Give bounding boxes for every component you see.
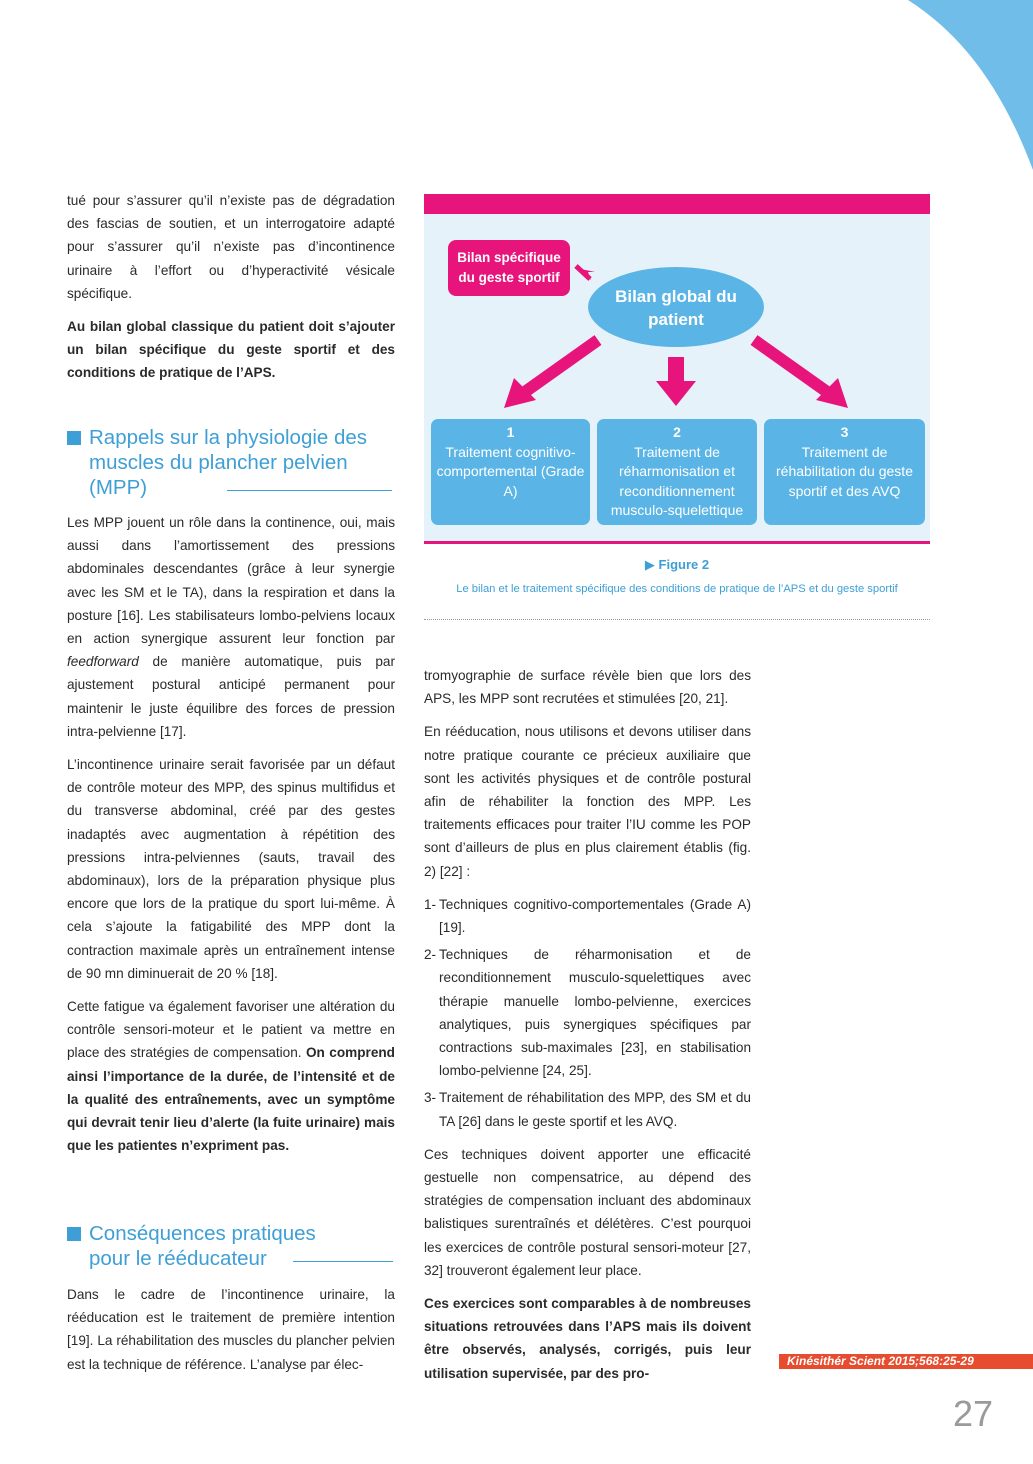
- left-column-top: [67, 189, 395, 395]
- section-heading-consequences-line1: Conséquences pratiques: [89, 1222, 316, 1245]
- list-item: [424, 1086, 751, 1132]
- right-column: [424, 664, 751, 1395]
- paragraph-mpp-role: [67, 511, 395, 743]
- treatment-box-2-number: 2: [673, 424, 681, 440]
- paragraph-incontinence: L’incontinence urinaire serait favorisée par un défaut de contrôle moteur des MPP, des spinus multifidus et du transverse abdominal, créé par des gestes inadaptés avec augmentation à répétition des pressions intra-pelviennes (sauts, travail des abdominaux), lors de la préparation physique plus encore que lors de la pratique du sport lui-même. À cela s’ajoute la fatigabilité des MPP dont la contraction maximale après un entraînement intense de 90 mn diminuerait de 20 % [18].: [67, 757, 395, 981]
- left-column-body: [67, 511, 395, 1167]
- arrow-center-head: [656, 381, 696, 406]
- treatment-box-2: [597, 419, 757, 525]
- paragraph-rehab: En rééducation, nous utilisons et devons utiliser dans notre pratique courante ce précieux auxiliaire que sont les activités physiques et de contrôle postural afin de réhabiliter la fonction des MPP. Les traitements efficaces pour traiter l’IU comme les POP sont d’ailleurs de plus en plus clairement établis (fig. 2) [22] :: [424, 724, 751, 879]
- list-item: [424, 893, 751, 939]
- global-assessment-label: Bilan global du patient: [615, 287, 737, 329]
- arrow-center-shaft: [668, 357, 684, 383]
- paragraph-reeducation: Dans le cadre de l’incontinence urinaire, la rééducation est le traitement de première intention [19]. La réhabilitation des muscles du plancher pelvien est la technique de référence. L’analyse par élec-: [67, 1287, 395, 1372]
- treatment-box-3-number: 3: [840, 424, 849, 440]
- left-column-bottom: [67, 1283, 395, 1386]
- section-heading-consequences-line2: pour le rééducateur: [89, 1247, 267, 1270]
- treatment-box-1: [431, 419, 590, 525]
- figure-caption-title: ▶ Figure 2: [644, 557, 710, 572]
- p1-text-a: Les MPP jouent un rôle dans la continence, oui, mais aussi dans l’amortissement des pressions abdominales descendantes (grâce à leur synergie avec les SM et le TA), dans la respiration et dans la posture [16]. Les stabilisateurs lombo-pelviens locaux en action synergique assurent leur fonction par: [67, 515, 395, 647]
- arrow-left-shaft: [522, 340, 598, 394]
- figure-bottom-bar: [424, 541, 930, 544]
- list-text: Techniques cognitivo-comportementales (Grade A) [19].: [439, 896, 751, 936]
- intro-bold-paragraph: Au bilan global classique du patient doit s’ajouter un bilan spécifique du geste sportif et des conditions de pratique de l’APS.: [67, 319, 395, 381]
- page-number: 27: [952, 1393, 993, 1434]
- p1-italic: feedforward: [67, 654, 139, 670]
- p3-text: Cette fatigue va également favoriser une altération du contrôle sensori-moteur et le patient va mettre en place des stratégies de compensation.: [67, 999, 395, 1061]
- paragraph-emg: tromyographie de surface révèle bien que lors des APS, les MPP sont recrutées et stimulées [20, 21].: [424, 668, 751, 707]
- corner-decoration: [853, 0, 1033, 170]
- list-text: Techniques de réharmonisation et de reconditionnement musculo-squelettiques avec thérapie manuelle lombo-pelvienne, exercices analytiques, puis synergiques spécifiques par contractions sub-maximales [23], en stabilisation lombo-pelvienne [24, 25].: [439, 947, 751, 1079]
- list-item: [424, 943, 751, 1082]
- caption-divider: [424, 619, 930, 620]
- p1-text-b: de manière automatique, puis par ajustement postural anticipé permanent pour maintenir le juste équilibre des forces de pression intra-pelvienne [17].: [67, 654, 395, 739]
- section-heading-physiology: [67, 425, 397, 500]
- p3-bold: On comprend ainsi l’importance de la durée, de l’intensité et de la qualité des entraînements, avec un symptôme qui devrait tenir lieu d’alerte (la fuite urinaire) mais que les patientes n’expriment pas.: [67, 1045, 395, 1154]
- figure-2: [424, 194, 930, 544]
- treatment-box-3-text: Traitement de réhabilitation du geste sportif et des AVQ: [776, 443, 913, 499]
- heading-rule: [227, 490, 392, 491]
- paragraph-exercises-bold: Ces exercices sont comparables à de nombreuses situations retrouvées dans l’APS mais ils doivent être observés, analysés, corrigés, puis leur utilisation supervisée, par des pro-: [424, 1296, 751, 1381]
- section-heading-consequences: [67, 1221, 397, 1271]
- arrow-right-shaft: [754, 340, 830, 394]
- heading-rule: [293, 1261, 393, 1262]
- treatment-box-3: [764, 419, 925, 525]
- list-text: Traitement de réhabilitation des MPP, des SM et du TA [26] dans le geste sportif et les AVQ.: [439, 1090, 751, 1129]
- list-number: 3-: [424, 1090, 437, 1106]
- techniques-list: [424, 893, 751, 1133]
- heading-square-icon: [67, 1227, 81, 1241]
- intro-paragraph: tué pour s’assurer qu’il n’existe pas de dégradation des fascias de soutien, et un interrogatoire adapté pour s’assurer qu’il n’existe pas d’incontinence urinaire à l’effort ou d’hyperactivité vésicale spécifique.: [67, 193, 395, 301]
- heading-square-icon: [67, 431, 81, 445]
- list-number: 1-: [424, 896, 437, 912]
- treatment-box-1-text: Traitement cognitivo-comportemental (Grade A): [436, 443, 585, 499]
- section-heading-physiology-text: Rappels sur la physiologie des muscles du plancher pelvien (MPP): [89, 426, 368, 499]
- figure-caption-text: Le bilan et le traitement spécifique des conditions de pratique de l’APS et du geste sportif: [456, 583, 898, 595]
- paragraph-fatigue: [67, 995, 395, 1157]
- journal-citation: Kinésithér Scient 2015;568:25-29: [779, 1354, 1033, 1369]
- sport-assessment-box: Bilan spécifique du geste sportif: [448, 240, 570, 296]
- treatment-box-2-text: Traitement de réharmonisation et reconditionnement musculo-squelettique: [610, 443, 744, 518]
- paragraph-techniques: Ces techniques doivent apporter une efficacité gestuelle non compensatrice, au dépend des stratégies de compensation incluant des abdominaux balistiques surentraînés et délétères. C’est pourquoi les exercices de contrôle postural sensori-moteur [27, 32] trouveront également leur place.: [424, 1146, 751, 1278]
- treatment-box-1-number: 1: [506, 424, 515, 440]
- list-number: 2-: [424, 947, 437, 963]
